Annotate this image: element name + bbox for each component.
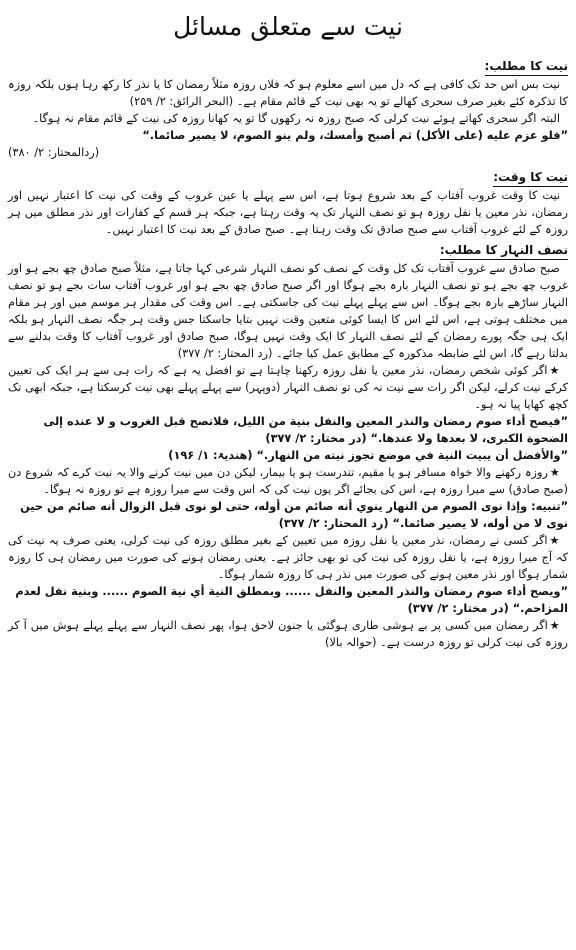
section-heading: نیت کا وقت: bbox=[493, 169, 568, 187]
page-title: نیت سے متعلق مسائل bbox=[173, 12, 403, 41]
citation: (رد المحتار: ۲/ ۳۷۷) bbox=[177, 347, 273, 360]
list-item: ★ اگر کسی نے رمضان، نذر معین یا نفل روزہ میں تعیین کے بغیر مطلق روزہ کی نیت کرلی، یعنی صرف یہ نیت کی کہ آج میرا روزہ ہے، یا نفل روزہ کی نیت کی تو بھی جائز ہے۔ یعنی رمضان ہونے کی صورت میں رمضان ہی کا روزہ شمار ہوگا اور نذر معین ہونے کی صورت میں نذر ہی کا روزہ شمار ہوگا۔ bbox=[8, 532, 568, 583]
arabic-text: ”ويصح أداء صوم رمضان والنذر المعين والنفل ...... وبمطلق النية أي نية الصوم ...... وبنية نفل لعدم المزاحم.“ bbox=[15, 585, 568, 615]
section-heading: نصف النہار کا مطلب: bbox=[440, 242, 568, 260]
arabic-quote bbox=[8, 413, 568, 447]
citation: (در مختار: ۲/ ۳۷۷) bbox=[265, 432, 367, 445]
arabic-quote bbox=[8, 498, 568, 532]
citation: (البحر الرائق: ۲/ ۲۵۹) bbox=[129, 95, 234, 108]
paragraph: البتہ اگر سحری کھاتے ہوئے نیت کرلی کہ صبح روزہ نہ رکھوں گا تو یہ کھانا روزہ کی نیت کے قائم مقام نہ ہوگا۔ bbox=[32, 112, 560, 125]
list-item bbox=[8, 617, 568, 651]
arabic-quote bbox=[8, 447, 568, 464]
list-item: ★ روزہ رکھنے والا خواہ مسافر ہو یا مقیم، تندرست ہو یا بیمار، لیکن دن میں نیت کرنے والا یہ نیت کرے کہ شروع دن (صبح صادق) سے میرا روزہ ہے، اس کی بجائے اگر یوں نیت کی کہ اس وقت سے میرا روزہ ہے تو روزہ نہ ہوگا۔ bbox=[8, 464, 568, 498]
citation: (ھندیۃ: ۱/ ۱۹۶) bbox=[168, 449, 253, 462]
citation: (در مختار: ۲/ ۳۷۷) bbox=[407, 602, 509, 615]
paragraph bbox=[8, 260, 568, 362]
arabic-text: ”تنبيه: وإذا نوى الصوم من النهار ينوي أنه صائم من أوله، حتى لو نوى قبل الزوال أنه صائم من حين نوى لا من أوله، لا يصير صائما.“ bbox=[20, 500, 568, 530]
arabic-text: ”فیصح أداء صوم رمضان والنذر المعین والنفل بنية من الليل، فلاتصح قبل الغروب و لا عنده إلى الضحوة الكبرى، لا بعدها ولا عندها.“ bbox=[43, 415, 568, 445]
list-item: ★ اگر کوئی شخص رمضان، نذر معین یا نفل روزہ رکھنا چاہتا ہے تو افضل یہ ہے کہ رات ہی سے ہر ایک کی تعیین کرکے نیت کرلے، لیکن اگر رات سے نیت نہ کی تو نصف النہار (دوپہر) سے پہلے پہلے بھی نیت کرسکتا ہے، جبکہ ابھی تک کچھ کھایا پیا نہ ہو۔ bbox=[8, 362, 568, 413]
citation: (ردالمحتار: ۲/ ۳۸۰) bbox=[8, 146, 100, 159]
paragraph-text: صبح صادق سے غروب آفتاب تک کل وقت کے نصف کو نصف النہار شرعی کہا جاتا ہے، مثلاً صبح صادق چھ بجے ہو اور غروب چھ بجے ہو تو نصف النہار بارہ بجے ہوگا اور اگر صبح صادق چھ بجے ہو اور غروب آفتاب سات بجے ہو تو نصف النہار ساڑھے بارہ بجے ہوگا۔ اس سے پہلے پہلے نیت کی جاسکتی ہے۔ اس وقت کی مقدار ہر موسم میں اور ہر مقام میں مختلف ہوتی ہے، اس لئے اس کا ایسا کوئی متعین وقت نہیں بتایا جاسکتا جس وقت ہر جگہ نصف النہار ہو بلکہ ایک ہی جگہ پورے رمضان کے لئے نصف النہار کا ایک وقت نہیں ہوگا، صبح صادق اور غروب آفتاب کا وقت بدلنے سے بدلتا رہے گا، اس لئے ضابطہ مذکورہ کے مطابق عمل کیا جائے۔ bbox=[8, 262, 568, 360]
section-niyat-time bbox=[8, 165, 568, 238]
arabic-text: ”والأفضل أن يبيت النية في موضع تجوز نيته من النهار.“ bbox=[256, 449, 568, 462]
section-nisf-un-nahar bbox=[8, 238, 568, 651]
arabic-quote: ”فلو عزم عليه (على الأكل) ثم أصبح وأمسك، ولم ينو الصوم، لا يصير صائما.“ bbox=[142, 129, 568, 142]
paragraph bbox=[8, 76, 568, 110]
arabic-quote bbox=[8, 583, 568, 617]
list-item-text: اگر رمضان میں کسی پر بے ہوشی طاری ہوگئی یا جنون لاحق ہوا، پھر نصف النہار سے پہلے پہلے ہوش میں آ کر روزہ کی نیت کرلی تو روزہ درست ہے۔ bbox=[8, 619, 568, 649]
citation: (حوالہ بالا) bbox=[325, 636, 377, 649]
citation: (رد المحتار: ۲/ ۳۷۷) bbox=[278, 517, 389, 530]
section-niyat-meaning bbox=[8, 54, 568, 161]
section-heading: نیت کا مطلب: bbox=[485, 58, 568, 76]
paragraph: نیت کا وقت غروب آفتاب کے بعد شروع ہوتا ہے، اس سے پہلے یا عین غروب کے وقت کی نیت کا اعتبار نہیں اور رمضان، نذر معین یا نفل روزہ ہو تو نصف النہار تک یہ وقت رہتا ہے، جبکہ ہر قسم کے کفارات اور نذر مطلق میں ہر روزہ کے لئے غروب آفتاب سے صبح صادق تک وقت رہتا ہے۔ صبح صادق کے بعد نیت کا اعتبار نہیں۔ bbox=[8, 189, 568, 236]
paragraph-text: نیت بس اس حد تک کافی ہے کہ دل میں اسے معلوم ہو کہ فلاں روزہ مثلاً رمضان کا یا نذر کا رکھ رہا ہوں بلکہ روزہ کا تذکرہ کئے بغیر صرف سحری کھالے تو یہ بھی نیت کے قائم مقام ہے۔ bbox=[8, 78, 568, 108]
